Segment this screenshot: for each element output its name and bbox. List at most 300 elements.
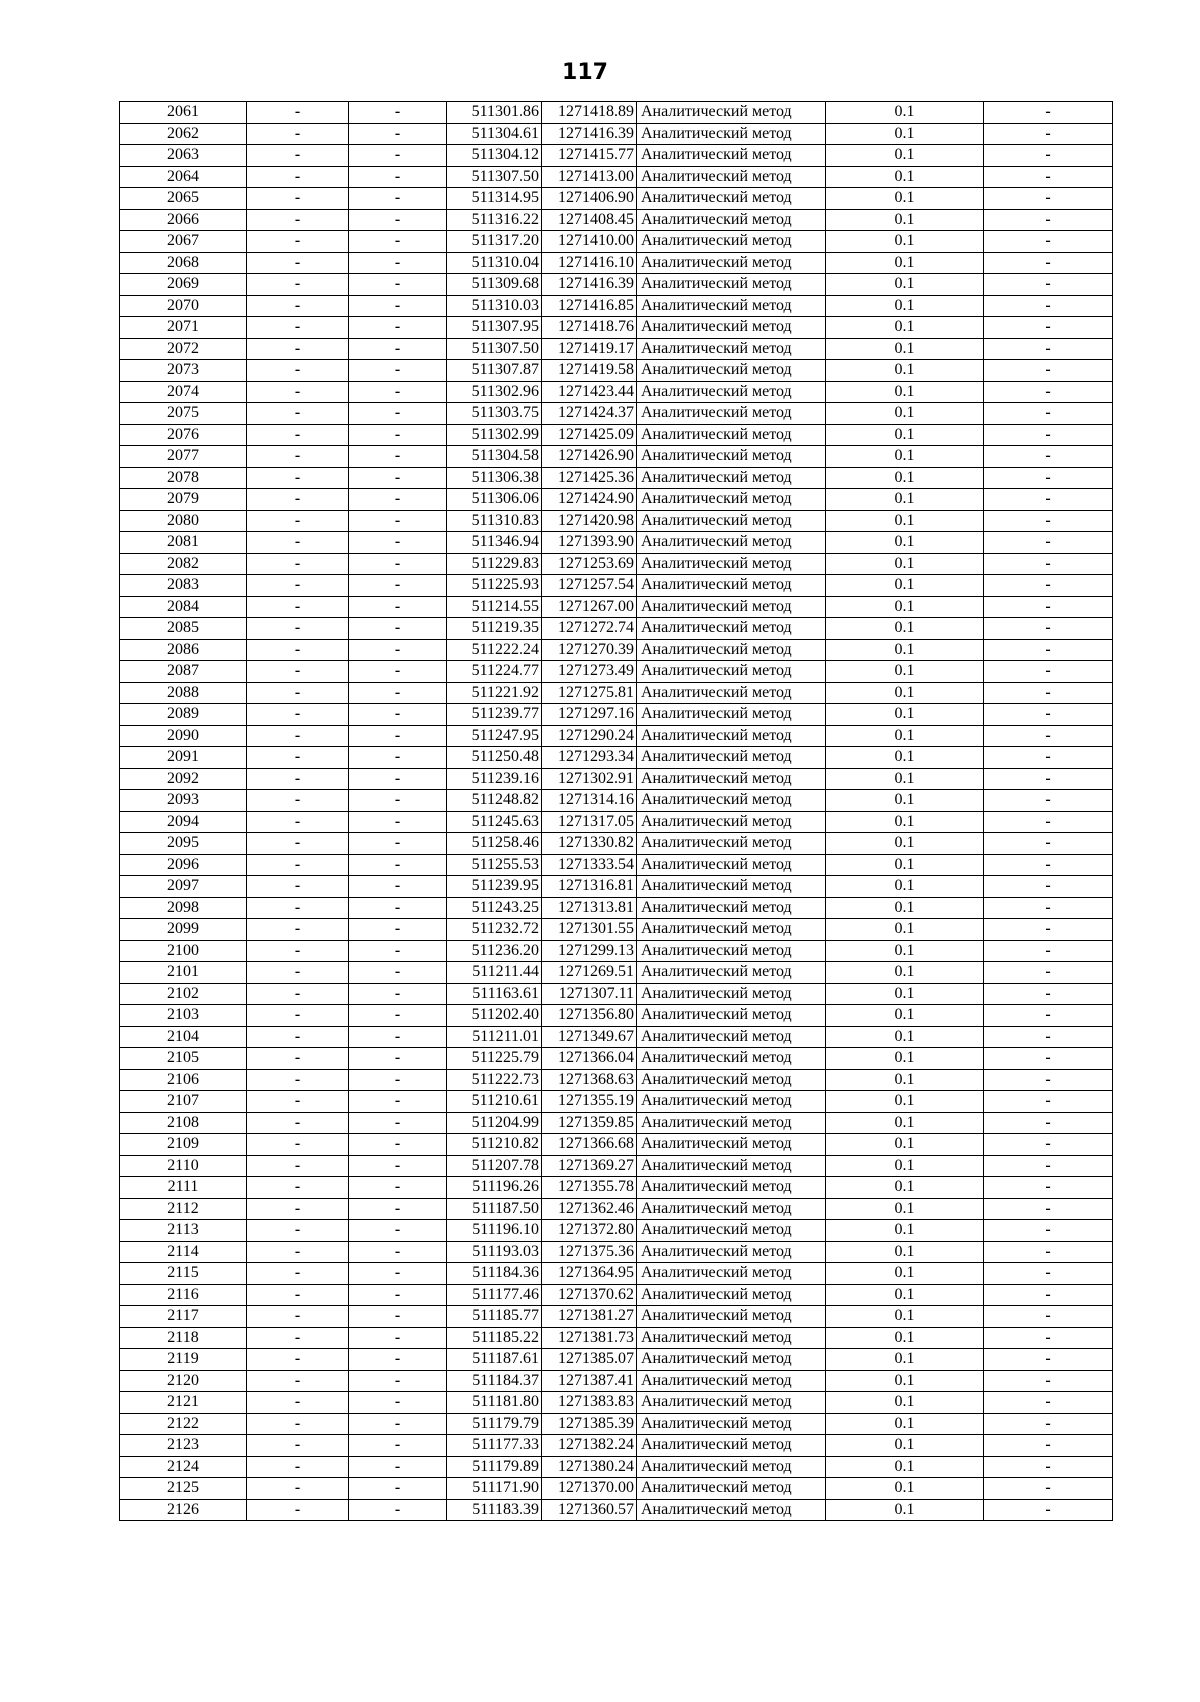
point-number-cell: 2116 <box>120 1284 247 1306</box>
precision-cell: 0.1 <box>826 1155 984 1177</box>
empty-value-cell: - <box>247 467 349 489</box>
y-coordinate-cell: 1271355.78 <box>542 1177 637 1199</box>
empty-value-cell: - <box>349 338 447 360</box>
x-coordinate-cell: 511185.77 <box>447 1306 542 1328</box>
empty-value-cell: - <box>349 1177 447 1199</box>
empty-value-cell: - <box>984 102 1113 124</box>
precision-cell: 0.1 <box>826 747 984 769</box>
y-coordinate-cell: 1271425.09 <box>542 424 637 446</box>
table-row <box>120 102 1113 124</box>
empty-value-cell: - <box>984 274 1113 296</box>
empty-value-cell: - <box>984 876 1113 898</box>
method-cell: Аналитический метод <box>637 1069 826 1091</box>
table-row <box>120 166 1113 188</box>
empty-value-cell: - <box>247 876 349 898</box>
table-row <box>120 403 1113 425</box>
empty-value-cell: - <box>984 1005 1113 1027</box>
precision-cell: 0.1 <box>826 1413 984 1435</box>
x-coordinate-cell: 511301.86 <box>447 102 542 124</box>
empty-value-cell: - <box>984 1306 1113 1328</box>
y-coordinate-cell: 1271416.10 <box>542 252 637 274</box>
y-coordinate-cell: 1271420.98 <box>542 510 637 532</box>
point-number-cell: 2082 <box>120 553 247 575</box>
empty-value-cell: - <box>349 424 447 446</box>
empty-value-cell: - <box>349 1263 447 1285</box>
point-number-cell: 2121 <box>120 1392 247 1414</box>
empty-value-cell: - <box>247 1220 349 1242</box>
empty-value-cell: - <box>247 510 349 532</box>
empty-value-cell: - <box>247 403 349 425</box>
empty-value-cell: - <box>247 1349 349 1371</box>
empty-value-cell: - <box>349 983 447 1005</box>
table-row <box>120 962 1113 984</box>
x-coordinate-cell: 511224.77 <box>447 661 542 683</box>
y-coordinate-cell: 1271364.95 <box>542 1263 637 1285</box>
empty-value-cell: - <box>247 274 349 296</box>
empty-value-cell: - <box>349 166 447 188</box>
empty-value-cell: - <box>349 1456 447 1478</box>
y-coordinate-cell: 1271370.00 <box>542 1478 637 1500</box>
table-row <box>120 1456 1113 1478</box>
y-coordinate-cell: 1271383.83 <box>542 1392 637 1414</box>
coordinates-table <box>119 101 1113 1521</box>
y-coordinate-cell: 1271297.16 <box>542 704 637 726</box>
empty-value-cell: - <box>349 403 447 425</box>
table-row <box>120 209 1113 231</box>
table-row <box>120 553 1113 575</box>
empty-value-cell: - <box>984 489 1113 511</box>
table-row <box>120 1198 1113 1220</box>
y-coordinate-cell: 1271273.49 <box>542 661 637 683</box>
method-cell: Аналитический метод <box>637 768 826 790</box>
table-row <box>120 1413 1113 1435</box>
x-coordinate-cell: 511255.53 <box>447 854 542 876</box>
table-row <box>120 790 1113 812</box>
y-coordinate-cell: 1271424.37 <box>542 403 637 425</box>
point-number-cell: 2064 <box>120 166 247 188</box>
point-number-cell: 2104 <box>120 1026 247 1048</box>
precision-cell: 0.1 <box>826 940 984 962</box>
empty-value-cell: - <box>349 704 447 726</box>
table-row <box>120 381 1113 403</box>
empty-value-cell: - <box>247 790 349 812</box>
empty-value-cell: - <box>349 962 447 984</box>
table-row <box>120 596 1113 618</box>
point-number-cell: 2114 <box>120 1241 247 1263</box>
precision-cell: 0.1 <box>826 381 984 403</box>
precision-cell: 0.1 <box>826 1263 984 1285</box>
method-cell: Аналитический метод <box>637 618 826 640</box>
precision-cell: 0.1 <box>826 983 984 1005</box>
precision-cell: 0.1 <box>826 704 984 726</box>
empty-value-cell: - <box>349 811 447 833</box>
method-cell: Аналитический метод <box>637 403 826 425</box>
method-cell: Аналитический метод <box>637 962 826 984</box>
y-coordinate-cell: 1271269.51 <box>542 962 637 984</box>
empty-value-cell: - <box>247 209 349 231</box>
method-cell: Аналитический метод <box>637 274 826 296</box>
method-cell: Аналитический метод <box>637 338 826 360</box>
table-row <box>120 252 1113 274</box>
table-row <box>120 1048 1113 1070</box>
point-number-cell: 2071 <box>120 317 247 339</box>
table-row <box>120 704 1113 726</box>
table-row <box>120 1112 1113 1134</box>
empty-value-cell: - <box>349 768 447 790</box>
x-coordinate-cell: 511307.87 <box>447 360 542 382</box>
empty-value-cell: - <box>247 102 349 124</box>
table-row <box>120 1349 1113 1371</box>
x-coordinate-cell: 511306.06 <box>447 489 542 511</box>
precision-cell: 0.1 <box>826 661 984 683</box>
point-number-cell: 2095 <box>120 833 247 855</box>
empty-value-cell: - <box>984 704 1113 726</box>
x-coordinate-cell: 511310.04 <box>447 252 542 274</box>
point-number-cell: 2085 <box>120 618 247 640</box>
point-number-cell: 2100 <box>120 940 247 962</box>
point-number-cell: 2092 <box>120 768 247 790</box>
x-coordinate-cell: 511304.58 <box>447 446 542 468</box>
point-number-cell: 2094 <box>120 811 247 833</box>
empty-value-cell: - <box>984 1134 1113 1156</box>
empty-value-cell: - <box>349 854 447 876</box>
table-row <box>120 725 1113 747</box>
method-cell: Аналитический метод <box>637 1263 826 1285</box>
point-number-cell: 2091 <box>120 747 247 769</box>
empty-value-cell: - <box>984 725 1113 747</box>
precision-cell: 0.1 <box>826 1435 984 1457</box>
empty-value-cell: - <box>984 983 1113 1005</box>
empty-value-cell: - <box>247 166 349 188</box>
x-coordinate-cell: 511196.10 <box>447 1220 542 1242</box>
empty-value-cell: - <box>247 725 349 747</box>
table-row <box>120 360 1113 382</box>
empty-value-cell: - <box>247 446 349 468</box>
precision-cell: 0.1 <box>826 1478 984 1500</box>
page-number: 117 <box>562 60 608 85</box>
method-cell: Аналитический метод <box>637 983 826 1005</box>
point-number-cell: 2110 <box>120 1155 247 1177</box>
empty-value-cell: - <box>247 919 349 941</box>
empty-value-cell: - <box>247 1026 349 1048</box>
method-cell: Аналитический метод <box>637 1413 826 1435</box>
empty-value-cell: - <box>349 381 447 403</box>
empty-value-cell: - <box>349 747 447 769</box>
empty-value-cell: - <box>984 1263 1113 1285</box>
table-row <box>120 1134 1113 1156</box>
empty-value-cell: - <box>247 1198 349 1220</box>
empty-value-cell: - <box>247 1005 349 1027</box>
empty-value-cell: - <box>984 446 1113 468</box>
empty-value-cell: - <box>247 1370 349 1392</box>
x-coordinate-cell: 511210.61 <box>447 1091 542 1113</box>
point-number-cell: 2098 <box>120 897 247 919</box>
empty-value-cell: - <box>349 1005 447 1027</box>
empty-value-cell: - <box>247 618 349 640</box>
empty-value-cell: - <box>349 532 447 554</box>
y-coordinate-cell: 1271355.19 <box>542 1091 637 1113</box>
method-cell: Аналитический метод <box>637 1327 826 1349</box>
method-cell: Аналитический метод <box>637 209 826 231</box>
precision-cell: 0.1 <box>826 1306 984 1328</box>
table-row <box>120 1005 1113 1027</box>
precision-cell: 0.1 <box>826 854 984 876</box>
precision-cell: 0.1 <box>826 575 984 597</box>
y-coordinate-cell: 1271385.39 <box>542 1413 637 1435</box>
point-number-cell: 2122 <box>120 1413 247 1435</box>
y-coordinate-cell: 1271257.54 <box>542 575 637 597</box>
y-coordinate-cell: 1271314.16 <box>542 790 637 812</box>
empty-value-cell: - <box>247 1284 349 1306</box>
empty-value-cell: - <box>984 618 1113 640</box>
table-row <box>120 1435 1113 1457</box>
point-number-cell: 2065 <box>120 188 247 210</box>
table-row <box>120 854 1113 876</box>
point-number-cell: 2096 <box>120 854 247 876</box>
precision-cell: 0.1 <box>826 102 984 124</box>
table-row <box>120 231 1113 253</box>
x-coordinate-cell: 511211.01 <box>447 1026 542 1048</box>
empty-value-cell: - <box>247 1091 349 1113</box>
empty-value-cell: - <box>247 1112 349 1134</box>
table-row <box>120 768 1113 790</box>
empty-value-cell: - <box>349 295 447 317</box>
method-cell: Аналитический метод <box>637 446 826 468</box>
method-cell: Аналитический метод <box>637 1220 826 1242</box>
precision-cell: 0.1 <box>826 897 984 919</box>
point-number-cell: 2068 <box>120 252 247 274</box>
x-coordinate-cell: 511171.90 <box>447 1478 542 1500</box>
empty-value-cell: - <box>349 940 447 962</box>
precision-cell: 0.1 <box>826 639 984 661</box>
table-row <box>120 876 1113 898</box>
x-coordinate-cell: 511222.24 <box>447 639 542 661</box>
empty-value-cell: - <box>349 510 447 532</box>
precision-cell: 0.1 <box>826 424 984 446</box>
precision-cell: 0.1 <box>826 682 984 704</box>
x-coordinate-cell: 511183.39 <box>447 1499 542 1521</box>
x-coordinate-cell: 511239.95 <box>447 876 542 898</box>
method-cell: Аналитический метод <box>637 811 826 833</box>
coordinates-table-body <box>120 102 1113 1521</box>
precision-cell: 0.1 <box>826 1005 984 1027</box>
method-cell: Аналитический метод <box>637 1499 826 1521</box>
y-coordinate-cell: 1271267.00 <box>542 596 637 618</box>
precision-cell: 0.1 <box>826 962 984 984</box>
table-row <box>120 1392 1113 1414</box>
empty-value-cell: - <box>349 274 447 296</box>
method-cell: Аналитический метод <box>637 1026 826 1048</box>
method-cell: Аналитический метод <box>637 1349 826 1371</box>
table-row <box>120 1177 1113 1199</box>
method-cell: Аналитический метод <box>637 1048 826 1070</box>
table-row <box>120 833 1113 855</box>
empty-value-cell: - <box>247 811 349 833</box>
point-number-cell: 2084 <box>120 596 247 618</box>
table-row <box>120 940 1113 962</box>
y-coordinate-cell: 1271416.85 <box>542 295 637 317</box>
empty-value-cell: - <box>984 1220 1113 1242</box>
empty-value-cell: - <box>247 661 349 683</box>
method-cell: Аналитический метод <box>637 102 826 124</box>
x-coordinate-cell: 511179.89 <box>447 1456 542 1478</box>
empty-value-cell: - <box>247 940 349 962</box>
empty-value-cell: - <box>247 768 349 790</box>
empty-value-cell: - <box>247 1069 349 1091</box>
point-number-cell: 2107 <box>120 1091 247 1113</box>
y-coordinate-cell: 1271385.07 <box>542 1349 637 1371</box>
precision-cell: 0.1 <box>826 1134 984 1156</box>
x-coordinate-cell: 511177.33 <box>447 1435 542 1457</box>
y-coordinate-cell: 1271333.54 <box>542 854 637 876</box>
method-cell: Аналитический метод <box>637 467 826 489</box>
empty-value-cell: - <box>247 854 349 876</box>
method-cell: Аналитический метод <box>637 1306 826 1328</box>
point-number-cell: 2067 <box>120 231 247 253</box>
point-number-cell: 2079 <box>120 489 247 511</box>
empty-value-cell: - <box>984 1413 1113 1435</box>
method-cell: Аналитический метод <box>637 639 826 661</box>
empty-value-cell: - <box>349 639 447 661</box>
empty-value-cell: - <box>984 811 1113 833</box>
empty-value-cell: - <box>349 252 447 274</box>
empty-value-cell: - <box>247 747 349 769</box>
point-number-cell: 2076 <box>120 424 247 446</box>
table-row <box>120 747 1113 769</box>
precision-cell: 0.1 <box>826 1177 984 1199</box>
empty-value-cell: - <box>349 1112 447 1134</box>
method-cell: Аналитический метод <box>637 1198 826 1220</box>
point-number-cell: 2120 <box>120 1370 247 1392</box>
empty-value-cell: - <box>247 962 349 984</box>
empty-value-cell: - <box>349 1392 447 1414</box>
method-cell: Аналитический метод <box>637 725 826 747</box>
precision-cell: 0.1 <box>826 833 984 855</box>
x-coordinate-cell: 511177.46 <box>447 1284 542 1306</box>
method-cell: Аналитический метод <box>637 575 826 597</box>
precision-cell: 0.1 <box>826 1026 984 1048</box>
empty-value-cell: - <box>247 123 349 145</box>
empty-value-cell: - <box>349 1069 447 1091</box>
empty-value-cell: - <box>984 510 1113 532</box>
empty-value-cell: - <box>247 1241 349 1263</box>
method-cell: Аналитический метод <box>637 854 826 876</box>
x-coordinate-cell: 511232.72 <box>447 919 542 941</box>
empty-value-cell: - <box>349 123 447 145</box>
empty-value-cell: - <box>349 1155 447 1177</box>
precision-cell: 0.1 <box>826 403 984 425</box>
y-coordinate-cell: 1271316.81 <box>542 876 637 898</box>
precision-cell: 0.1 <box>826 1069 984 1091</box>
y-coordinate-cell: 1271424.90 <box>542 489 637 511</box>
empty-value-cell: - <box>349 1134 447 1156</box>
empty-value-cell: - <box>247 553 349 575</box>
empty-value-cell: - <box>247 1499 349 1521</box>
table-row <box>120 919 1113 941</box>
y-coordinate-cell: 1271416.39 <box>542 274 637 296</box>
point-number-cell: 2108 <box>120 1112 247 1134</box>
y-coordinate-cell: 1271369.27 <box>542 1155 637 1177</box>
precision-cell: 0.1 <box>826 1392 984 1414</box>
precision-cell: 0.1 <box>826 166 984 188</box>
method-cell: Аналитический метод <box>637 1177 826 1199</box>
point-number-cell: 2123 <box>120 1435 247 1457</box>
method-cell: Аналитический метод <box>637 252 826 274</box>
table-row <box>120 317 1113 339</box>
point-number-cell: 2111 <box>120 1177 247 1199</box>
empty-value-cell: - <box>247 145 349 167</box>
precision-cell: 0.1 <box>826 1349 984 1371</box>
empty-value-cell: - <box>984 854 1113 876</box>
table-row <box>120 1327 1113 1349</box>
empty-value-cell: - <box>984 919 1113 941</box>
empty-value-cell: - <box>984 1349 1113 1371</box>
table-row <box>120 188 1113 210</box>
x-coordinate-cell: 511214.55 <box>447 596 542 618</box>
method-cell: Аналитический метод <box>637 1155 826 1177</box>
empty-value-cell: - <box>349 1413 447 1435</box>
y-coordinate-cell: 1271253.69 <box>542 553 637 575</box>
empty-value-cell: - <box>984 553 1113 575</box>
method-cell: Аналитический метод <box>637 940 826 962</box>
empty-value-cell: - <box>984 1048 1113 1070</box>
precision-cell: 0.1 <box>826 876 984 898</box>
y-coordinate-cell: 1271366.68 <box>542 1134 637 1156</box>
y-coordinate-cell: 1271418.76 <box>542 317 637 339</box>
point-number-cell: 2119 <box>120 1349 247 1371</box>
x-coordinate-cell: 511185.22 <box>447 1327 542 1349</box>
empty-value-cell: - <box>349 1198 447 1220</box>
table-row <box>120 1069 1113 1091</box>
point-number-cell: 2126 <box>120 1499 247 1521</box>
empty-value-cell: - <box>984 424 1113 446</box>
y-coordinate-cell: 1271356.80 <box>542 1005 637 1027</box>
x-coordinate-cell: 511225.93 <box>447 575 542 597</box>
method-cell: Аналитический метод <box>637 919 826 941</box>
table-row <box>120 532 1113 554</box>
empty-value-cell: - <box>984 123 1113 145</box>
x-coordinate-cell: 511225.79 <box>447 1048 542 1070</box>
y-coordinate-cell: 1271408.45 <box>542 209 637 231</box>
precision-cell: 0.1 <box>826 209 984 231</box>
table-row <box>120 1091 1113 1113</box>
empty-value-cell: - <box>247 897 349 919</box>
method-cell: Аналитический метод <box>637 188 826 210</box>
table-row <box>120 123 1113 145</box>
method-cell: Аналитический метод <box>637 123 826 145</box>
method-cell: Аналитический метод <box>637 1091 826 1113</box>
method-cell: Аналитический метод <box>637 166 826 188</box>
empty-value-cell: - <box>247 424 349 446</box>
precision-cell: 0.1 <box>826 1241 984 1263</box>
y-coordinate-cell: 1271382.24 <box>542 1435 637 1457</box>
precision-cell: 0.1 <box>826 1198 984 1220</box>
point-number-cell: 2063 <box>120 145 247 167</box>
x-coordinate-cell: 511243.25 <box>447 897 542 919</box>
y-coordinate-cell: 1271362.46 <box>542 1198 637 1220</box>
empty-value-cell: - <box>349 1306 447 1328</box>
empty-value-cell: - <box>984 403 1113 425</box>
precision-cell: 0.1 <box>826 1327 984 1349</box>
empty-value-cell: - <box>984 209 1113 231</box>
method-cell: Аналитический метод <box>637 295 826 317</box>
empty-value-cell: - <box>349 317 447 339</box>
x-coordinate-cell: 511307.50 <box>447 166 542 188</box>
point-number-cell: 2087 <box>120 661 247 683</box>
empty-value-cell: - <box>984 295 1113 317</box>
empty-value-cell: - <box>984 1327 1113 1349</box>
y-coordinate-cell: 1271413.00 <box>542 166 637 188</box>
